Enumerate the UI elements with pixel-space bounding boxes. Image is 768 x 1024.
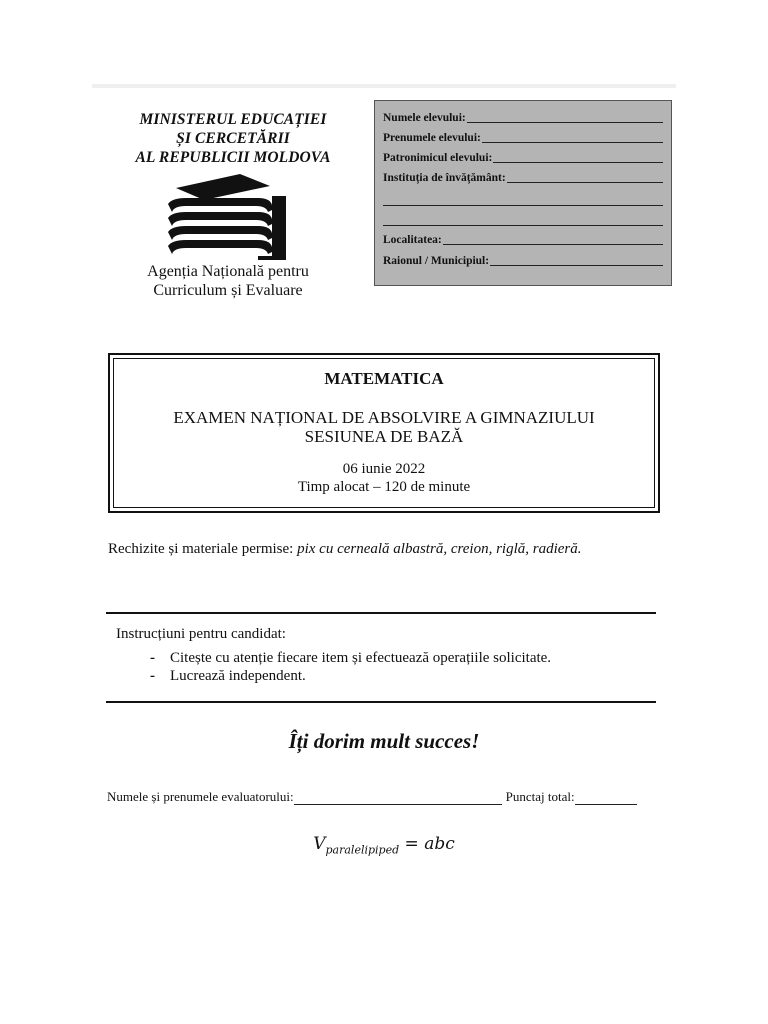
agency-name <box>128 262 328 300</box>
institution-field[interactable] <box>383 169 663 185</box>
book-stack-logo <box>158 170 298 260</box>
instruction-text-2: Lucrează independent. <box>170 668 306 684</box>
institution-extra-line-2[interactable] <box>383 225 663 226</box>
exam-title-inner <box>113 358 655 508</box>
institution-label: Instituția de învățământ: <box>383 172 506 184</box>
volume-formula <box>0 832 768 862</box>
ministry-header <box>118 110 348 167</box>
student-name-field[interactable] <box>383 109 663 125</box>
exam-title-box <box>108 353 660 513</box>
student-first-name-label: Prenumele elevului: <box>383 132 481 144</box>
top-rule <box>92 84 676 88</box>
institution-extra-line-1[interactable] <box>383 205 663 206</box>
materials-items: pix cu cerneală albastră, creion, riglă, radieră. <box>297 541 582 557</box>
total-score-label: Punctaj total: <box>505 789 575 804</box>
evaluator-line <box>107 789 637 805</box>
evaluator-name-field[interactable] <box>294 792 502 805</box>
instruction-item <box>150 649 551 667</box>
exam-session: SESIUNEA DE BAZĂ <box>304 427 464 446</box>
student-first-name-field[interactable] <box>383 129 663 145</box>
bullet-dash: - <box>150 650 155 666</box>
divider-bottom <box>106 701 656 703</box>
exam-time-allotted: Timp alocat – 120 de minute <box>297 479 471 495</box>
permitted-materials <box>108 540 582 558</box>
instruction-item <box>150 667 551 685</box>
total-score-field[interactable] <box>575 792 637 805</box>
exam-subject: MATEMATICA <box>324 369 444 388</box>
materials-label: Rechizite și materiale permise: <box>108 541 298 557</box>
exam-date: 06 iunie 2022 <box>342 461 426 477</box>
district-field[interactable] <box>383 252 663 268</box>
divider-top <box>106 612 656 614</box>
student-patronymic-label: Patronimicul elevului: <box>383 152 493 164</box>
student-info-box <box>374 100 672 286</box>
agency-line-1: Agenția Națională pentru <box>147 263 309 280</box>
formula-subscript: paralelipiped <box>325 843 400 857</box>
student-name-label: Numele elevului: <box>383 112 466 124</box>
district-label: Raionul / Municipiul: <box>383 255 490 267</box>
ministry-line-1: MINISTERUL EDUCAȚIEI <box>139 111 327 128</box>
ministry-line-2: ȘI CERCETĂRII <box>176 130 290 147</box>
instruction-text-1: Citește cu atenție fiecare item și efectuează operațiile solicitate. <box>170 650 552 666</box>
locality-label: Localitatea: <box>383 234 442 246</box>
student-patronymic-field[interactable] <box>383 149 663 165</box>
formula-v: V <box>313 834 326 854</box>
good-luck-message: Îți dorim mult succes! <box>288 729 480 753</box>
instructions-list <box>150 649 551 685</box>
instructions-title: Instrucțiuni pentru candidat: <box>116 626 286 642</box>
agency-line-2: Curriculum și Evaluare <box>153 282 303 299</box>
exam-name: EXAMEN NAȚIONAL DE ABSOLVIRE A GIMNAZIULUI <box>173 408 595 427</box>
locality-field[interactable] <box>383 231 663 247</box>
formula-rhs: = abc <box>399 834 455 854</box>
ministry-line-3: AL REPUBLICII MOLDOVA <box>135 149 331 166</box>
bullet-dash: - <box>150 668 155 684</box>
evaluator-name-label: Numele și prenumele evaluatorului: <box>107 789 294 804</box>
